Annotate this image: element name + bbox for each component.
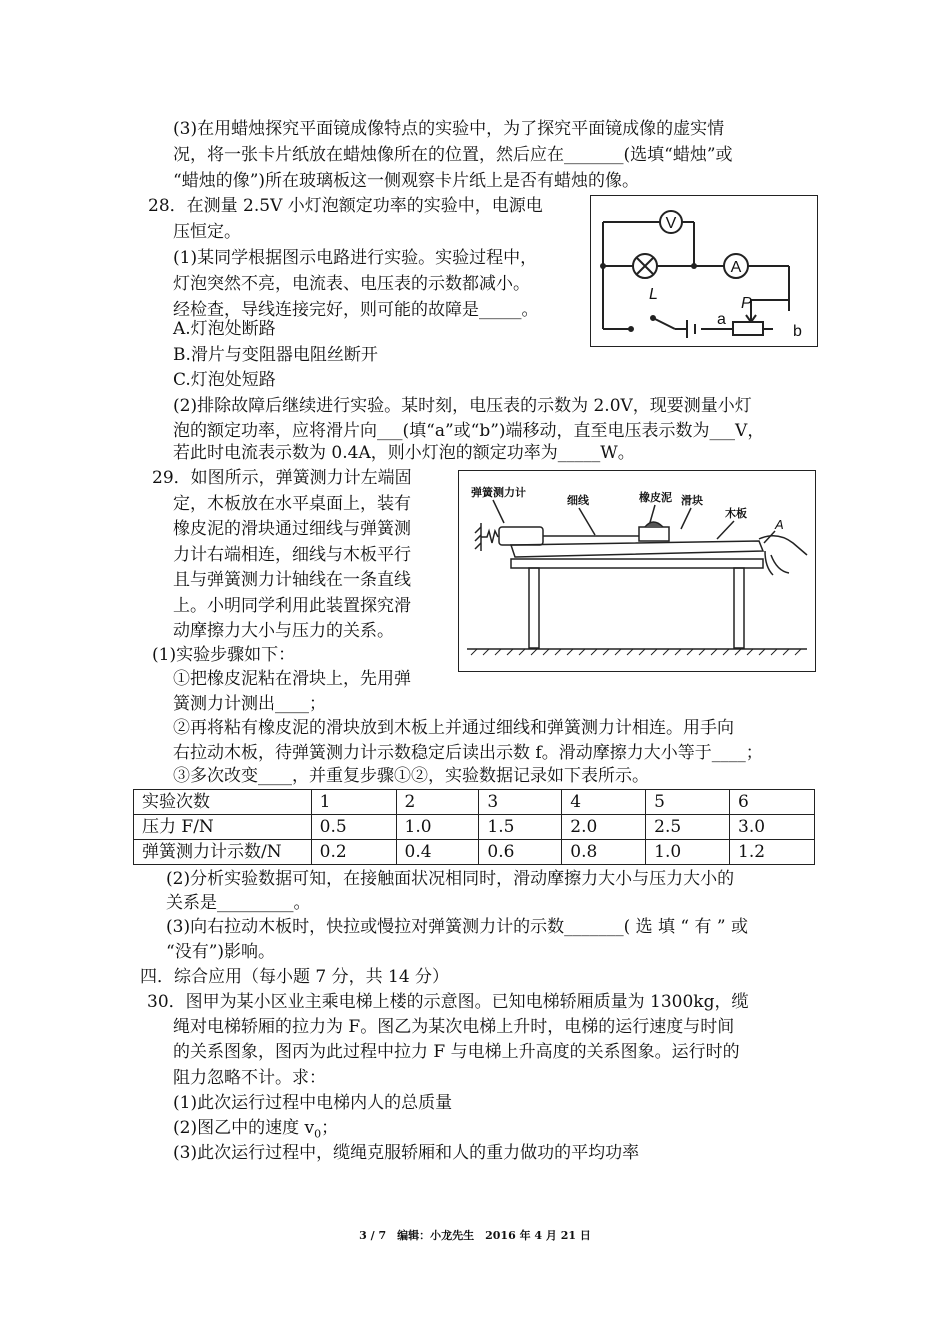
table-cell: 0.2	[311, 840, 396, 865]
q29-part2-line-1: (2)分析实验数据可知，在接触面状况相同时，滑动摩擦力大小与压力大小的	[166, 869, 735, 889]
section-4-heading: 四．综合应用（每小题 7 分，共 14 分）	[140, 967, 450, 987]
q27-line-1: (3)在用蜡烛探究平面镜成像特点的实验中，为了探究平面镜成像的虚实情	[173, 119, 725, 139]
q29-part2-line-2: 关系是_________。	[166, 893, 311, 913]
q29-step3: ③多次改变____，并重复步骤①②，实验数据记录如下表所示。	[173, 766, 649, 786]
table-cell: 弹簧测力计示数/N	[134, 840, 312, 865]
q28-part2-line-3: 若此时电流表示数为 0.4A，则小灯泡的额定功率为_____W。	[173, 443, 635, 463]
table-cell: 实验次数	[134, 790, 312, 815]
q29-step2-line-2: 右拉动木板，待弹簧测力计示数稳定后读出示数 f。滑动摩擦力大小等于____；	[173, 743, 763, 763]
board-label: 木板	[725, 508, 747, 520]
circuit-diagram	[590, 195, 818, 347]
q29-step2-line-1: ②再将粘有橡皮泥的滑块放到木板上并通过细线和弹簧测力计相连。用手向	[173, 718, 734, 738]
q29-part1-heading: (1)实验步骤如下：	[152, 645, 296, 665]
q28-option-b: B.滑片与变阻器电阻丝断开	[173, 345, 378, 365]
table-cell: 1	[311, 790, 396, 815]
q30-stem-line-2: 绳对电梯轿厢的拉力为 F。图乙为某次电梯上升时，电梯的运行速度与时间	[173, 1017, 735, 1037]
q29-stem-line-4: 力计右端相连，细线与木板平行	[173, 545, 411, 565]
spring-scale-label: 弹簧测力计	[471, 487, 526, 499]
friction-apparatus-figure	[458, 470, 816, 672]
q28-part2-line-1: (2)排除故障后继续进行实验。某时刻，电压表的示数为 2.0V，现要测量小灯	[173, 396, 752, 416]
friction-apparatus-drawing	[459, 471, 815, 671]
table-cell: 0.8	[562, 840, 646, 865]
q29-stem-line-7: 动摩擦力大小与压力的关系。	[173, 621, 394, 641]
thread-label: 细线	[567, 495, 589, 507]
table-cell: 1.0	[646, 840, 730, 865]
voltmeter-label: V	[665, 215, 677, 232]
q30-part2-punct: ；	[321, 1118, 339, 1138]
table-cell: 压力 F/N	[134, 815, 312, 840]
table-cell: 1.0	[396, 815, 479, 840]
block-label: 滑块	[681, 495, 703, 507]
table-cell: 2.0	[562, 815, 646, 840]
q28-part1-line-1: (1)某同学根据图示电路进行实验。实验过程中，	[173, 248, 538, 268]
q30-part2-text: (2)图乙中的速度 v	[173, 1118, 315, 1138]
circuit-drawing	[591, 196, 817, 346]
q28-part1-line-2: 灯泡突然不亮，电流表、电压表的示数都减小。	[173, 274, 530, 294]
table-row	[134, 815, 815, 840]
q28-stem-cont: 压恒定。	[173, 222, 241, 242]
q29-stem-line-3: 橡皮泥的滑块通过细线与弹簧测	[173, 519, 411, 539]
table-cell: 0.4	[396, 840, 479, 865]
q30-part2-subscript: 0	[314, 1127, 322, 1141]
table-cell: 6	[730, 790, 815, 815]
q30-stem-line-1: 30．图甲为某小区业主乘电梯上楼的示意图。已知电梯轿厢质量为 1300kg，缆	[147, 992, 749, 1012]
q29-data-table	[133, 789, 815, 865]
q28-option-a: A.灯泡处断路	[173, 319, 276, 339]
q30-stem-line-4: 阻力忽略不计。求：	[173, 1068, 326, 1088]
q28-part2-line-2: 泡的额定功率，应将滑片向___(填“a”或“b”)端移动，直至电压表示数为___V，	[173, 421, 765, 441]
q30-part1: (1)此次运行过程中电梯内人的总质量	[173, 1093, 453, 1113]
rheostat-end-b: b	[793, 323, 802, 340]
q28-stem: 28．在测量 2.5V 小灯泡额定功率的实验中，电源电	[148, 196, 543, 216]
table-cell: 1.2	[730, 840, 815, 865]
table-cell: 2.5	[646, 815, 730, 840]
table-cell: 1.5	[479, 815, 562, 840]
table-cell: 3.0	[730, 815, 815, 840]
q29-stem-line-1: 29．如图所示，弹簧测力计左端固	[152, 468, 412, 488]
q30-stem-line-3: 的关系图象，图丙为此过程中拉力 F 与电梯上升高度的关系图象。运行时的	[173, 1042, 740, 1062]
q28-option-c: C.灯泡处短路	[173, 370, 276, 390]
table-row	[134, 840, 815, 865]
clay-label: 橡皮泥	[639, 492, 672, 504]
slider-label: P	[741, 295, 752, 312]
table-cell: 3	[479, 790, 562, 815]
q27-line-2: 况，将一张卡片纸放在蜡烛像所在的位置，然后应在_______(选填“蜡烛”或	[173, 145, 733, 165]
q29-step1-line-1: ①把橡皮泥粘在滑块上，先用弹	[173, 669, 411, 689]
q29-stem-line-5: 且与弹簧测力计轴线在一条直线	[173, 570, 411, 590]
table-cell: 0.6	[479, 840, 562, 865]
rheostat-end-a: a	[717, 311, 726, 328]
q27-line-3: “蜡烛的像”)所在玻璃板这一侧观察卡片纸上是否有蜡烛的像。	[173, 171, 640, 191]
table-row	[134, 790, 815, 815]
table-cell: 0.5	[311, 815, 396, 840]
q30-part3: (3)此次运行过程中，缆绳克服轿厢和人的重力做功的平均功率	[173, 1143, 640, 1163]
table-cell: 4	[562, 790, 646, 815]
q29-stem-line-6: 上。小明同学利用此装置探究滑	[173, 596, 411, 616]
ammeter-label: A	[730, 259, 742, 276]
point-a-label: A	[775, 517, 784, 532]
q29-stem-line-2: 定，木板放在水平桌面上，装有	[173, 494, 411, 514]
q29-part3-line-1: (3)向右拉动木板时，快拉或慢拉对弹簧测力计的示数_______( 选 填 “ 有 ” 或	[166, 917, 749, 937]
q29-part3-line-2: “没有”)影响。	[166, 942, 276, 962]
table-cell: 2	[396, 790, 479, 815]
table-cell: 5	[646, 790, 730, 815]
lamp-label: L	[649, 286, 658, 303]
q28-part1-line-3: 经检查，导线连接完好，则可能的故障是_____。	[173, 300, 539, 320]
page-footer: 3 / 7 编辑：小龙先生 2016 年 4 月 21 日	[359, 1229, 591, 1242]
q29-step1-line-2: 簧测力计测出____；	[173, 694, 326, 714]
